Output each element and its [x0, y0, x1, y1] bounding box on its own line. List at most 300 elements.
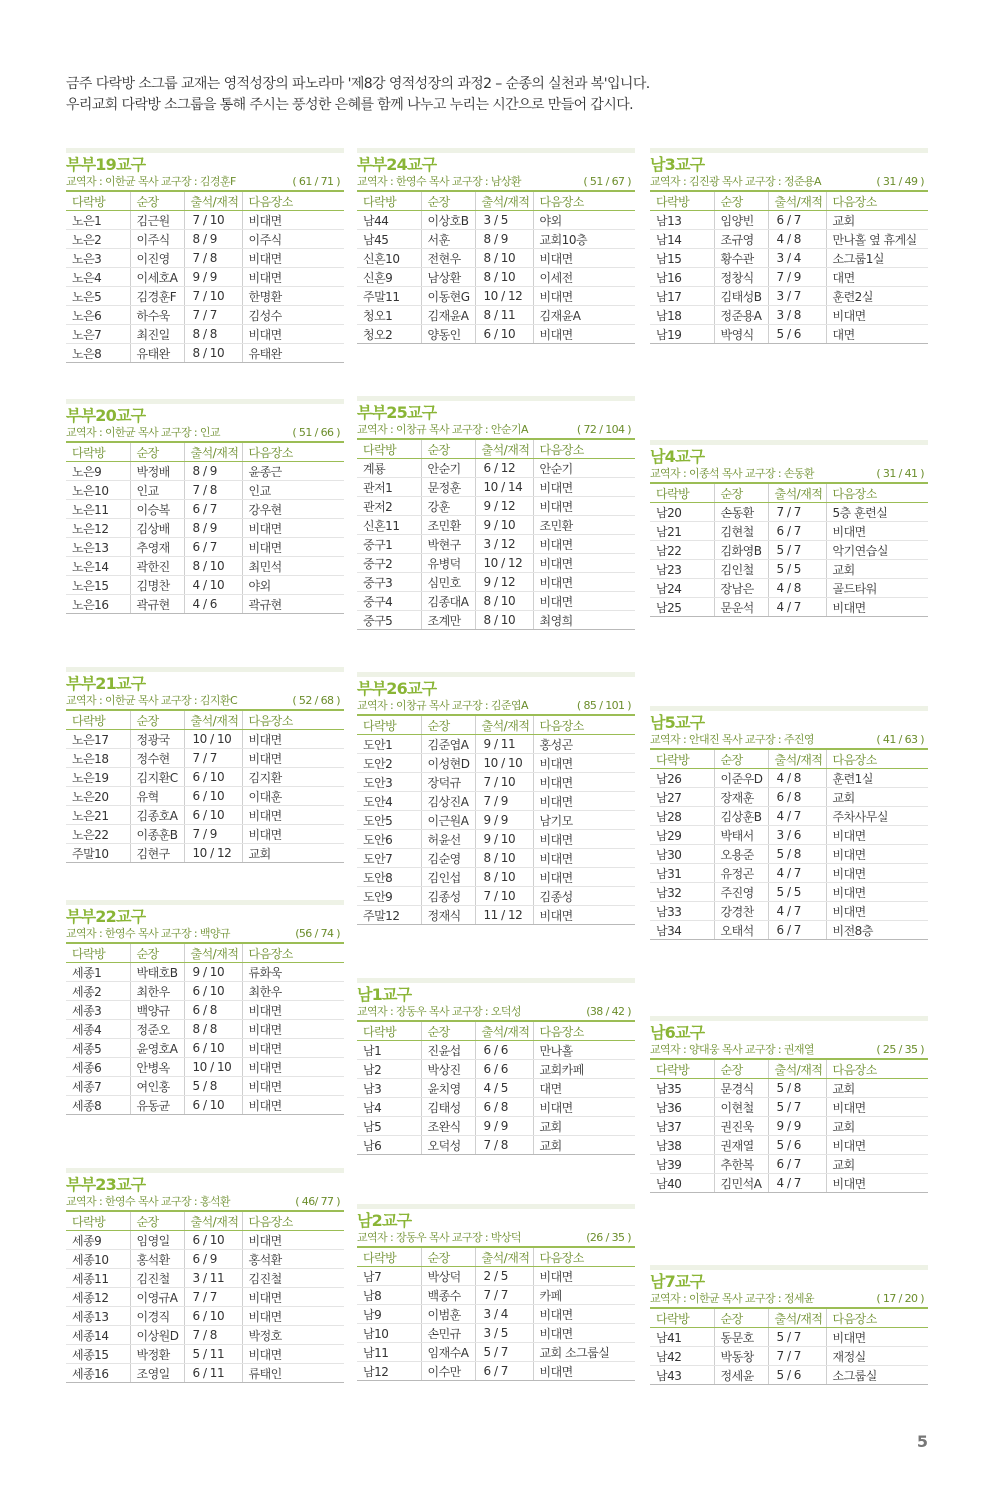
next-place-cell: 비대면 [242, 1058, 344, 1077]
district-meta [66, 425, 344, 441]
next-place-cell: 최영희 [533, 611, 635, 630]
room-cell: 노은15 [66, 576, 130, 595]
room-cell: 청오2 [357, 325, 421, 344]
attendance-cell: 6 / 7 [768, 522, 826, 541]
room-cell: 세종13 [66, 1307, 130, 1326]
attendance-cell: 8 / 9 [184, 230, 242, 249]
district-table [357, 714, 635, 925]
district-staff: 교역자 : 이한균 목사 교구장 : 김지환C [66, 694, 238, 707]
room-cell: 남30 [650, 845, 714, 864]
attendance-cell: 8 / 10 [475, 249, 533, 268]
next-place-cell: 만나홀 [533, 1041, 635, 1060]
attendance-cell: 6 / 7 [768, 921, 826, 940]
next-place-cell: 이대훈 [242, 787, 344, 806]
attendance-cell: 8 / 10 [184, 557, 242, 576]
leader-cell: 김준엽A [421, 735, 475, 754]
table-header-row [66, 191, 344, 211]
room-cell: 도안6 [357, 830, 421, 849]
table-row [650, 845, 928, 864]
column-header: 출석/재적 [768, 1308, 826, 1328]
room-cell: 남1 [357, 1041, 421, 1060]
next-place-cell: 비대면 [826, 306, 928, 325]
table-row [650, 807, 928, 826]
next-place-cell: 비대면 [826, 1328, 928, 1347]
column-header: 순장 [714, 749, 768, 769]
leader-cell: 허윤선 [421, 830, 475, 849]
district-block [650, 440, 928, 617]
leader-cell: 손동환 [714, 503, 768, 522]
table-header-row [357, 1247, 635, 1267]
next-place-cell: 교회 [242, 844, 344, 863]
next-place-cell: 교회 [826, 788, 928, 807]
leader-cell: 서훈 [421, 230, 475, 249]
column-header: 다락방 [66, 710, 130, 730]
table-row [66, 787, 344, 806]
room-cell: 노은7 [66, 325, 130, 344]
table-row [650, 769, 928, 788]
district-meta [650, 174, 928, 190]
next-place-cell: 비대면 [533, 535, 635, 554]
attendance-cell: 5 / 6 [768, 1136, 826, 1155]
next-place-cell: 비대면 [533, 592, 635, 611]
room-cell: 남14 [650, 230, 714, 249]
column-header: 다락방 [650, 1059, 714, 1079]
district-table [650, 482, 928, 617]
attendance-cell: 5 / 8 [768, 1079, 826, 1098]
next-place-cell: 대면 [826, 325, 928, 344]
leader-cell: 김지환C [130, 768, 184, 787]
attendance-cell: 5 / 6 [768, 1366, 826, 1385]
column-header: 다음장소 [242, 191, 344, 211]
table-row [66, 1231, 344, 1250]
district-meta [357, 1004, 635, 1020]
district-title: 부부19교구 [66, 155, 146, 174]
room-cell: 세종7 [66, 1077, 130, 1096]
next-place-cell: 비대면 [242, 1077, 344, 1096]
next-place-cell: 비대면 [533, 249, 635, 268]
leader-cell: 정준오 [130, 1020, 184, 1039]
room-cell: 청오1 [357, 306, 421, 325]
district-table [650, 748, 928, 940]
column-header: 출석/재적 [768, 191, 826, 211]
leader-cell: 홍석환 [130, 1250, 184, 1269]
table-row [66, 268, 344, 287]
leader-cell: 정창식 [714, 268, 768, 287]
district-staff: 교역자 : 이창규 목사 교구장 : 안순기A [357, 423, 528, 436]
table-row [650, 1174, 928, 1193]
room-cell: 남29 [650, 826, 714, 845]
room-cell: 세종5 [66, 1039, 130, 1058]
attendance-cell: 7 / 7 [768, 503, 826, 522]
district-title: 부부22교구 [66, 907, 146, 926]
column-header: 순장 [421, 1247, 475, 1267]
leader-cell: 장재훈 [714, 788, 768, 807]
next-place-cell: 비대면 [242, 211, 344, 230]
leader-cell: 박영식 [714, 325, 768, 344]
attendance-total: (26 / 35 ) [586, 1231, 631, 1244]
district-meta [357, 422, 635, 438]
room-cell: 도안2 [357, 754, 421, 773]
table-row [66, 1096, 344, 1115]
next-place-cell: 비대면 [533, 849, 635, 868]
column-header: 다음장소 [242, 943, 344, 963]
district-table [357, 438, 635, 630]
column-header: 다락방 [357, 439, 421, 459]
attendance-cell: 10 / 12 [184, 844, 242, 863]
column-header: 출석/재적 [768, 483, 826, 503]
room-cell: 세종6 [66, 1058, 130, 1077]
column-header: 출석/재적 [184, 442, 242, 462]
district-meta [66, 926, 344, 942]
table-row [357, 773, 635, 792]
column-header: 다락방 [650, 749, 714, 769]
column-header: 다음장소 [533, 1247, 635, 1267]
next-place-cell: 비대면 [242, 806, 344, 825]
table-row [66, 1364, 344, 1383]
room-cell: 남19 [650, 325, 714, 344]
column-header: 순장 [421, 715, 475, 735]
column-header: 순장 [714, 483, 768, 503]
leader-cell: 문경식 [714, 1079, 768, 1098]
leader-cell: 임영일 [130, 1231, 184, 1250]
leader-cell: 김민석A [714, 1174, 768, 1193]
attendance-total: ( 46/ 77 ) [295, 1195, 340, 1208]
next-place-cell: 홍성곤 [533, 735, 635, 754]
leader-cell: 정광국 [130, 730, 184, 749]
next-place-cell: 비대면 [242, 538, 344, 557]
attendance-cell: 8 / 10 [475, 611, 533, 630]
attendance-cell: 7 / 8 [475, 1136, 533, 1155]
district-title: 부부24교구 [357, 155, 437, 174]
next-place-cell: 비대면 [242, 1001, 344, 1020]
table-row [650, 579, 928, 598]
leader-cell: 윤치영 [421, 1079, 475, 1098]
table-row [66, 806, 344, 825]
room-cell: 노은18 [66, 749, 130, 768]
district-title: 남6교구 [650, 1023, 705, 1042]
leader-cell: 임재수A [421, 1343, 475, 1362]
attendance-total: (56 / 74 ) [295, 927, 340, 940]
district-staff: 교역자 : 이종석 목사 교구장 : 손동환 [650, 467, 814, 480]
room-cell: 남38 [650, 1136, 714, 1155]
room-cell: 세종16 [66, 1364, 130, 1383]
attendance-cell: 3 / 11 [184, 1269, 242, 1288]
room-cell: 주말11 [357, 287, 421, 306]
room-cell: 노은12 [66, 519, 130, 538]
leader-cell: 김명찬 [130, 576, 184, 595]
next-place-cell: 만나홀 옆 휴게실 [826, 230, 928, 249]
leader-cell: 황수관 [714, 249, 768, 268]
column-header: 다음장소 [826, 191, 928, 211]
block-top-bar [66, 667, 344, 672]
room-cell: 중구3 [357, 573, 421, 592]
table-row [650, 1366, 928, 1385]
district-meta [650, 1042, 928, 1058]
room-cell: 노은11 [66, 500, 130, 519]
next-place-cell: 유태완 [242, 344, 344, 363]
district-table [650, 190, 928, 344]
attendance-cell: 9 / 10 [475, 830, 533, 849]
room-cell: 노은1 [66, 211, 130, 230]
district-table [66, 1210, 344, 1383]
room-cell: 주말12 [357, 906, 421, 925]
leader-cell: 안순기 [421, 459, 475, 478]
column-header: 다음장소 [826, 1059, 928, 1079]
next-place-cell: 비대면 [242, 1231, 344, 1250]
next-place-cell: 인교 [242, 481, 344, 500]
leader-cell: 이현철 [714, 1098, 768, 1117]
district-staff: 교역자 : 한영수 목사 교구장 : 백양규 [66, 927, 230, 940]
next-place-cell: 비대면 [242, 268, 344, 287]
table-row [650, 902, 928, 921]
attendance-cell: 4 / 10 [184, 576, 242, 595]
attendance-cell: 9 / 9 [475, 811, 533, 830]
column-header: 다락방 [66, 191, 130, 211]
table-row [66, 500, 344, 519]
next-place-cell: 비대면 [533, 830, 635, 849]
leader-cell: 김상진A [421, 792, 475, 811]
district-table [357, 190, 635, 344]
attendance-cell: 5 / 7 [768, 1328, 826, 1347]
column-header: 다락방 [66, 943, 130, 963]
attendance-cell: 10 / 10 [184, 1058, 242, 1077]
room-cell: 남13 [650, 211, 714, 230]
room-cell: 세종2 [66, 982, 130, 1001]
table-row [66, 1058, 344, 1077]
room-cell: 도안7 [357, 849, 421, 868]
next-place-cell: 안순기 [533, 459, 635, 478]
table-row [650, 211, 928, 230]
page-number: 5 [916, 1432, 928, 1451]
next-place-cell: 교회 소그룹실 [533, 1343, 635, 1362]
district-meta [357, 174, 635, 190]
table-row [650, 522, 928, 541]
room-cell: 중구4 [357, 592, 421, 611]
attendance-cell: 7 / 10 [184, 287, 242, 306]
district-block [66, 399, 344, 614]
attendance-cell: 4 / 8 [768, 579, 826, 598]
district-staff: 교역자 : 김진광 목사 교구장 : 정준용A [650, 175, 821, 188]
leader-cell: 조규영 [714, 230, 768, 249]
intro-line-1: 금주 다락방 소그룹 교재는 영적성장의 파노라마 '제8강 영적성장의 과정2 – 순종의 실천과 복'입니다. [66, 76, 650, 92]
table-row [66, 230, 344, 249]
next-place-cell: 교회10층 [533, 230, 635, 249]
table-row [66, 576, 344, 595]
district-staff: 교역자 : 안대진 목사 교구장 : 주진영 [650, 733, 814, 746]
district-meta [66, 174, 344, 190]
column-header: 다음장소 [533, 191, 635, 211]
next-place-cell: 홍석환 [242, 1250, 344, 1269]
district-table [357, 1246, 635, 1381]
table-row [650, 788, 928, 807]
next-place-cell: 이주식 [242, 230, 344, 249]
attendance-cell: 3 / 8 [768, 306, 826, 325]
attendance-cell: 5 / 8 [184, 1077, 242, 1096]
leader-cell: 이종훈B [130, 825, 184, 844]
attendance-cell: 5 / 5 [768, 560, 826, 579]
room-cell: 남23 [650, 560, 714, 579]
attendance-cell: 9 / 12 [475, 573, 533, 592]
leader-cell: 문운석 [714, 598, 768, 617]
leader-cell: 이준우D [714, 769, 768, 788]
column-header: 순장 [421, 439, 475, 459]
table-row [357, 535, 635, 554]
leader-cell: 김인철 [714, 560, 768, 579]
attendance-total: ( 17 / 20 ) [876, 1292, 924, 1305]
table-row [66, 538, 344, 557]
attendance-cell: 7 / 9 [184, 825, 242, 844]
table-row [66, 844, 344, 863]
next-place-cell: 비대면 [242, 1288, 344, 1307]
leader-cell: 유정곤 [714, 864, 768, 883]
next-place-cell: 비대면 [242, 249, 344, 268]
leader-cell: 김인섭 [421, 868, 475, 887]
attendance-cell: 10 / 10 [184, 730, 242, 749]
leader-cell: 조민환 [421, 516, 475, 535]
next-place-cell: 비대면 [533, 1098, 635, 1117]
room-cell: 노은4 [66, 268, 130, 287]
next-place-cell: 김지환 [242, 768, 344, 787]
leader-cell: 장남은 [714, 579, 768, 598]
column-header: 순장 [421, 1021, 475, 1041]
district-staff: 교역자 : 양대웅 목사 교구장 : 권재열 [650, 1043, 814, 1056]
leader-cell: 문정훈 [421, 478, 475, 497]
table-row [357, 611, 635, 630]
room-cell: 남5 [357, 1117, 421, 1136]
leader-cell: 이수만 [421, 1362, 475, 1381]
attendance-cell: 2 / 5 [475, 1267, 533, 1286]
block-top-bar [66, 1168, 344, 1173]
room-cell: 세종3 [66, 1001, 130, 1020]
room-cell: 남12 [357, 1362, 421, 1381]
table-row [650, 1098, 928, 1117]
attendance-cell: 10 / 14 [475, 478, 533, 497]
leader-cell: 이주식 [130, 230, 184, 249]
room-cell: 세종12 [66, 1288, 130, 1307]
column-header: 출석/재적 [184, 1211, 242, 1231]
room-cell: 남20 [650, 503, 714, 522]
table-header-row [357, 715, 635, 735]
room-cell: 도안5 [357, 811, 421, 830]
table-row [357, 906, 635, 925]
district-table [66, 709, 344, 863]
district-table [357, 1020, 635, 1155]
table-row [66, 1020, 344, 1039]
attendance-cell: 8 / 11 [475, 306, 533, 325]
next-place-cell: 비대면 [533, 773, 635, 792]
column-header: 다음장소 [826, 483, 928, 503]
table-row [357, 1098, 635, 1117]
table-row [650, 598, 928, 617]
attendance-cell: 3 / 4 [475, 1305, 533, 1324]
room-cell: 남11 [357, 1343, 421, 1362]
column-header: 출석/재적 [768, 1059, 826, 1079]
leader-cell: 장덕규 [421, 773, 475, 792]
next-place-cell: 훈련2실 [826, 287, 928, 306]
next-place-cell: 비대면 [242, 825, 344, 844]
table-row [357, 830, 635, 849]
attendance-cell: 7 / 8 [184, 1326, 242, 1345]
table-row [357, 268, 635, 287]
room-cell: 노은22 [66, 825, 130, 844]
leader-cell: 추한복 [714, 1155, 768, 1174]
next-place-cell: 소그룹1실 [826, 249, 928, 268]
next-place-cell: 주차사무실 [826, 807, 928, 826]
table-row [66, 287, 344, 306]
room-cell: 세종9 [66, 1231, 130, 1250]
table-row [66, 1307, 344, 1326]
leader-cell: 이상호B [421, 211, 475, 230]
room-cell: 남3 [357, 1079, 421, 1098]
attendance-cell: 9 / 12 [475, 497, 533, 516]
leader-cell: 오태석 [714, 921, 768, 940]
room-cell: 세종1 [66, 963, 130, 982]
table-header-row [650, 1308, 928, 1328]
leader-cell: 김근원 [130, 211, 184, 230]
attendance-cell: 4 / 7 [768, 1174, 826, 1193]
room-cell: 세종10 [66, 1250, 130, 1269]
room-cell: 신혼11 [357, 516, 421, 535]
district-meta [650, 732, 928, 748]
leader-cell: 박상덕 [421, 1267, 475, 1286]
room-cell: 남33 [650, 902, 714, 921]
district-title: 부부23교구 [66, 1175, 146, 1194]
attendance-cell: 3 / 4 [768, 249, 826, 268]
table-row [357, 211, 635, 230]
room-cell: 노은14 [66, 557, 130, 576]
room-cell: 남44 [357, 211, 421, 230]
column-header: 다음장소 [533, 715, 635, 735]
column-header: 다락방 [357, 715, 421, 735]
next-place-cell: 비대면 [242, 325, 344, 344]
column-header: 순장 [130, 442, 184, 462]
table-row [650, 287, 928, 306]
attendance-cell: 8 / 9 [184, 519, 242, 538]
leader-cell: 손민규 [421, 1324, 475, 1343]
table-row [357, 1060, 635, 1079]
attendance-cell: 8 / 9 [475, 230, 533, 249]
column-header: 다락방 [66, 442, 130, 462]
leader-cell: 유동균 [130, 1096, 184, 1115]
attendance-cell: 7 / 9 [768, 268, 826, 287]
leader-cell: 정준용A [714, 306, 768, 325]
leader-cell: 조완식 [421, 1117, 475, 1136]
leader-cell: 김태성 [421, 1098, 475, 1117]
table-row [66, 749, 344, 768]
leader-cell: 정수현 [130, 749, 184, 768]
district-title: 남7교구 [650, 1272, 705, 1291]
room-cell: 남25 [650, 598, 714, 617]
table-row [66, 1001, 344, 1020]
table-row [357, 1136, 635, 1155]
column-header: 순장 [714, 1059, 768, 1079]
room-cell: 노은16 [66, 595, 130, 614]
attendance-cell: 4 / 6 [184, 595, 242, 614]
column-header: 출석/재적 [475, 439, 533, 459]
attendance-cell: 10 / 12 [475, 554, 533, 573]
attendance-cell: 6 / 10 [184, 806, 242, 825]
table-row [357, 1117, 635, 1136]
room-cell: 남2 [357, 1060, 421, 1079]
leader-cell: 김상훈B [714, 807, 768, 826]
attendance-cell: 7 / 7 [184, 1288, 242, 1307]
attendance-cell: 7 / 7 [768, 1347, 826, 1366]
next-place-cell: 비대면 [826, 1174, 928, 1193]
attendance-total: ( 25 / 35 ) [876, 1043, 924, 1056]
leader-cell: 남상환 [421, 268, 475, 287]
table-row [650, 560, 928, 579]
leader-cell: 유태완 [130, 344, 184, 363]
